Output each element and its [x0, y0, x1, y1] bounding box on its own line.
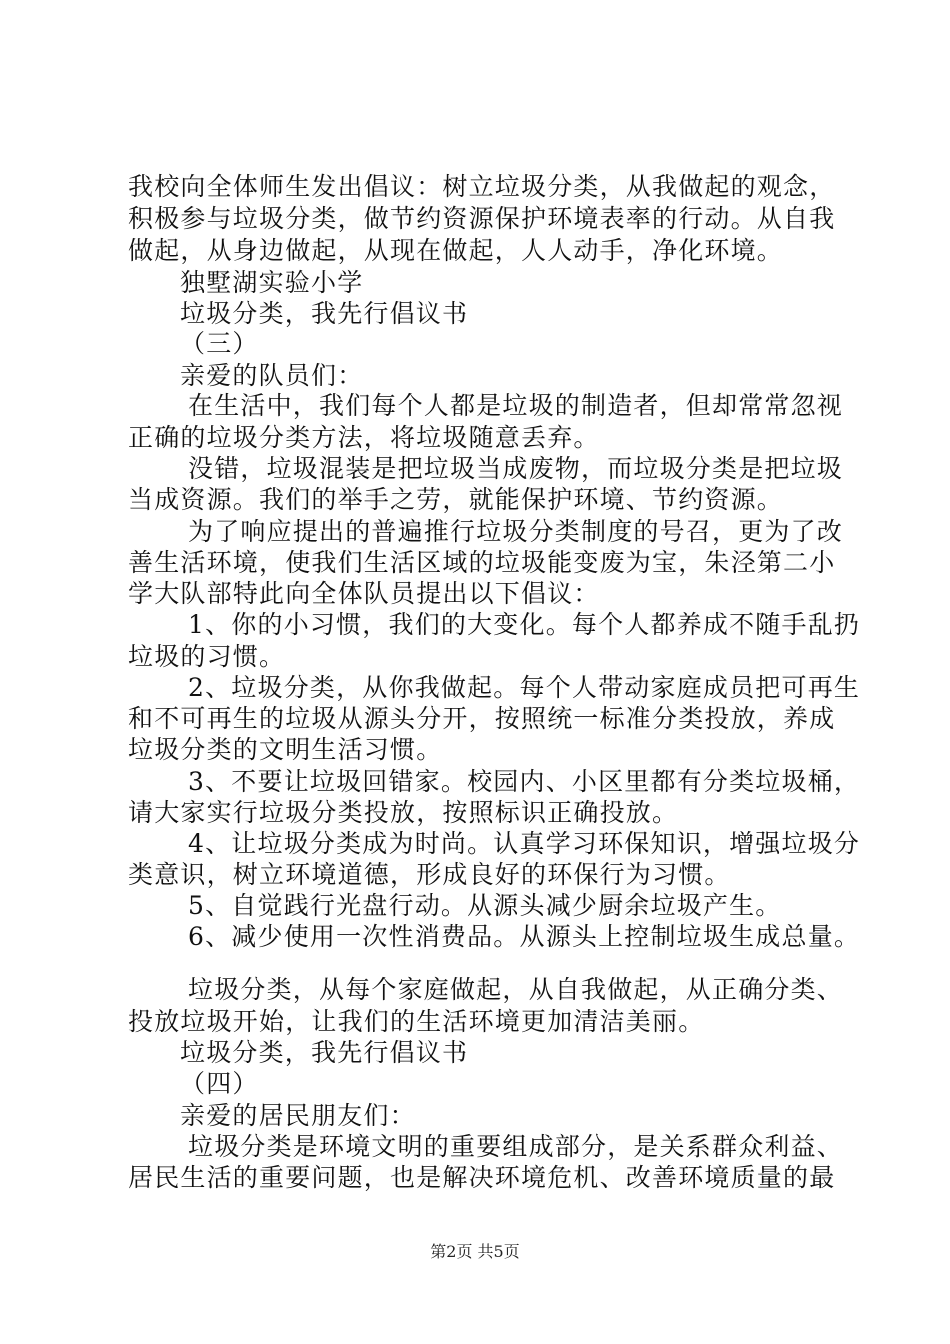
list-item-continued: 类意识，树立环境道德，形成良好的环保行为习惯。	[128, 860, 731, 889]
page-number-footer: 第2页 共5页	[430, 1242, 520, 1261]
list-item: 2、垃圾分类，从你我做起。每个人带动家庭成员把可再生	[188, 673, 861, 702]
list-item: 5、自觉践行光盘行动。从源头减少厨余垃圾产生。	[188, 891, 782, 920]
list-item-continued: 垃圾分类的文明生活习惯。	[128, 735, 443, 764]
body-text-line: 垃圾分类是环境文明的重要组成部分，是关系群众利益、	[188, 1132, 844, 1161]
body-text-line: 学大队部特此向全体队员提出以下倡议：	[128, 579, 600, 608]
body-text-line: 做起，从身边做起，从现在做起，人人动手，净化环境。	[128, 236, 784, 265]
list-item: 4、让垃圾分类成为时尚。认真学习环保知识，增强垃圾分	[188, 829, 861, 858]
list-item-continued: 和不可再生的垃圾从源头分开，按照统一标准分类投放，养成	[128, 704, 836, 733]
body-text-line: 正确的垃圾分类方法，将垃圾随意丢弃。	[128, 423, 600, 452]
section-title: 垃圾分类，我先行倡议书	[180, 1038, 469, 1067]
list-item: 3、不要让垃圾回错家。校园内、小区里都有分类垃圾桶，	[188, 767, 861, 796]
body-text-line: 在生活中，我们每个人都是垃圾的制造者，但却常常忽视	[188, 391, 844, 420]
school-name: 独墅湖实验小学	[180, 268, 364, 297]
body-text-line: 我校向全体师生发出倡议：树立垃圾分类，从我做起的观念，	[128, 172, 836, 201]
body-text-line: 投放垃圾开始，让我们的生活环境更加清洁美丽。	[128, 1007, 705, 1036]
section-number: （三）	[180, 329, 259, 358]
body-text-line: 没错，垃圾混装是把垃圾当成废物，而垃圾分类是把垃圾	[188, 454, 844, 483]
section-title: 垃圾分类，我先行倡议书	[180, 299, 469, 328]
body-text-line: 善生活环境，使我们生活区域的垃圾能变废为宝，朱泾第二小	[128, 548, 836, 577]
salutation: 亲爱的居民朋友们：	[180, 1101, 416, 1130]
body-text-line: 为了响应提出的普遍推行垃圾分类制度的号召，更为了改	[188, 517, 844, 546]
body-text-line: 居民生活的重要问题，也是解决环境危机、改善环境质量的最	[128, 1163, 836, 1192]
body-text-line: 垃圾分类，从每个家庭做起，从自我做起，从正确分类、	[188, 975, 844, 1004]
list-item-continued: 垃圾的习惯。	[128, 642, 286, 671]
body-text-line: 当成资源。我们的举手之劳，就能保护环境、节约资源。	[128, 485, 784, 514]
salutation: 亲爱的队员们：	[180, 361, 364, 390]
section-number: （四）	[180, 1069, 259, 1098]
list-item: 1、你的小习惯，我们的大变化。每个人都养成不随手乱扔	[188, 610, 861, 639]
body-text-line: 积极参与垃圾分类，做节约资源保护环境表率的行动。从自我	[128, 204, 836, 233]
list-item-continued: 请大家实行垃圾分类投放，按照标识正确投放。	[128, 798, 679, 827]
list-item: 6、减少使用一次性消费品。从源头上控制垃圾生成总量。	[188, 922, 861, 951]
